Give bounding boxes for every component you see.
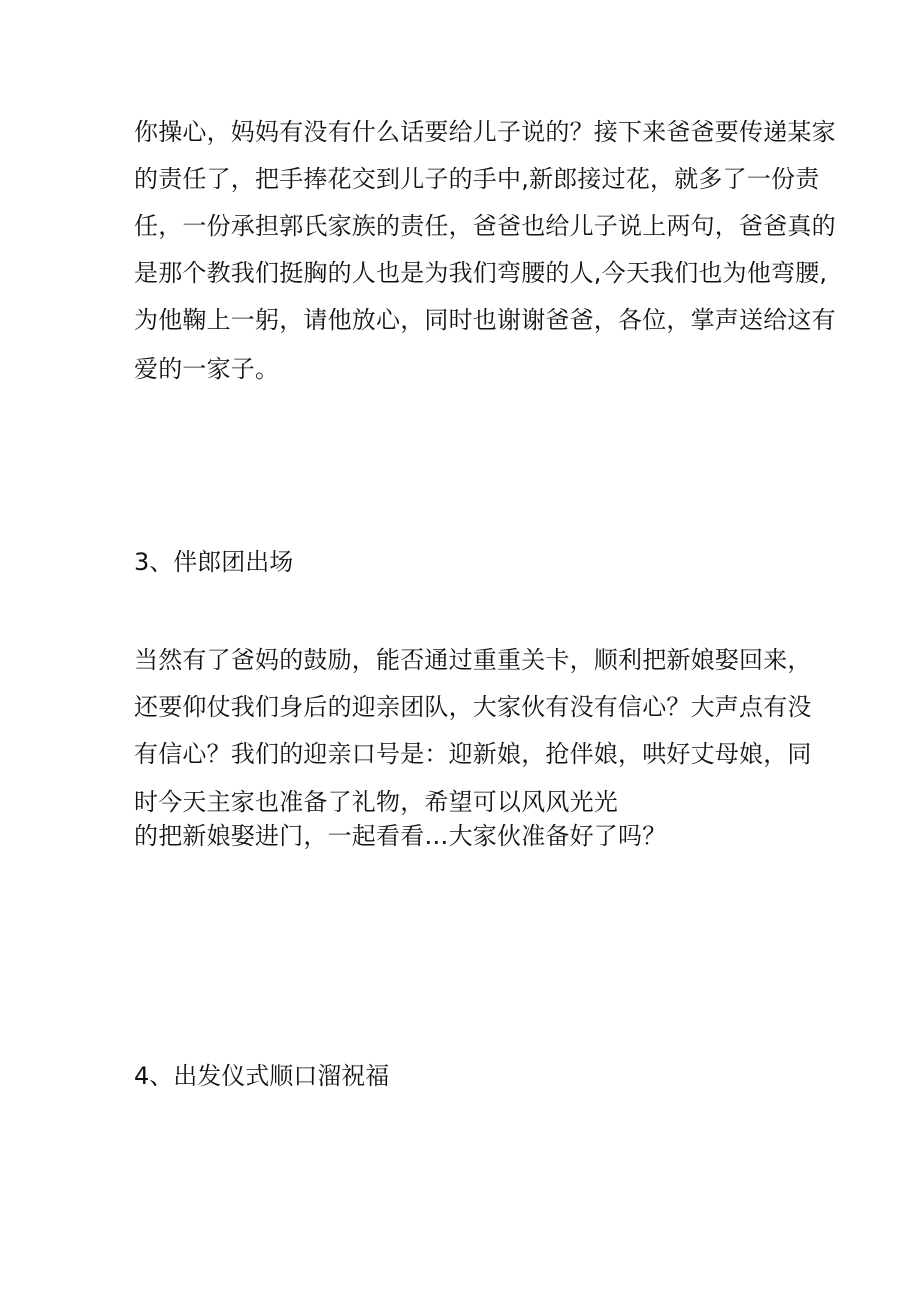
paragraph-line: 当然有了爸妈的鼓励，能否通过重重关卡，顺利把新娘娶回来，: [134, 646, 812, 674]
paragraph-line: 任，一份承担郭氏家族的责任，爸爸也给儿子说上两句，爸爸真的: [134, 212, 836, 240]
paragraph-line: 时今天主家也准备了礼物，希望可以风风光光: [134, 788, 618, 816]
paragraph-line: 的责任了，把手捧花交到儿子的手中,新郎接过花，就多了一份责: [134, 165, 820, 193]
section-4-heading: 4、出发仪式顺口溜祝福: [134, 1062, 390, 1090]
paragraph-line: 为他鞠上一躬，请他放心，同时也谢谢爸爸，各位，掌声送给这有: [134, 306, 836, 334]
paragraph-line: 是那个教我们挺胸的人也是为我们弯腰的人,今天我们也为他弯腰,: [134, 259, 828, 287]
paragraph-line: 还要仰仗我们身后的迎亲团队，大家伙有没有信心？大声点有没: [134, 693, 812, 721]
paragraph-line: 的把新娘娶进门，一起看看…大家伙准备好了吗？: [134, 822, 667, 850]
section-3-heading: 3、伴郎团出场: [134, 548, 294, 576]
paragraph-line: 爱的一家子。: [134, 355, 280, 383]
paragraph-line: 有信心？我们的迎亲口号是：迎新娘，抢伴娘，哄好丈母娘，同: [134, 740, 812, 768]
paragraph-line: 你操心，妈妈有没有什么话要给儿子说的？接下来爸爸要传递某家: [134, 118, 836, 146]
